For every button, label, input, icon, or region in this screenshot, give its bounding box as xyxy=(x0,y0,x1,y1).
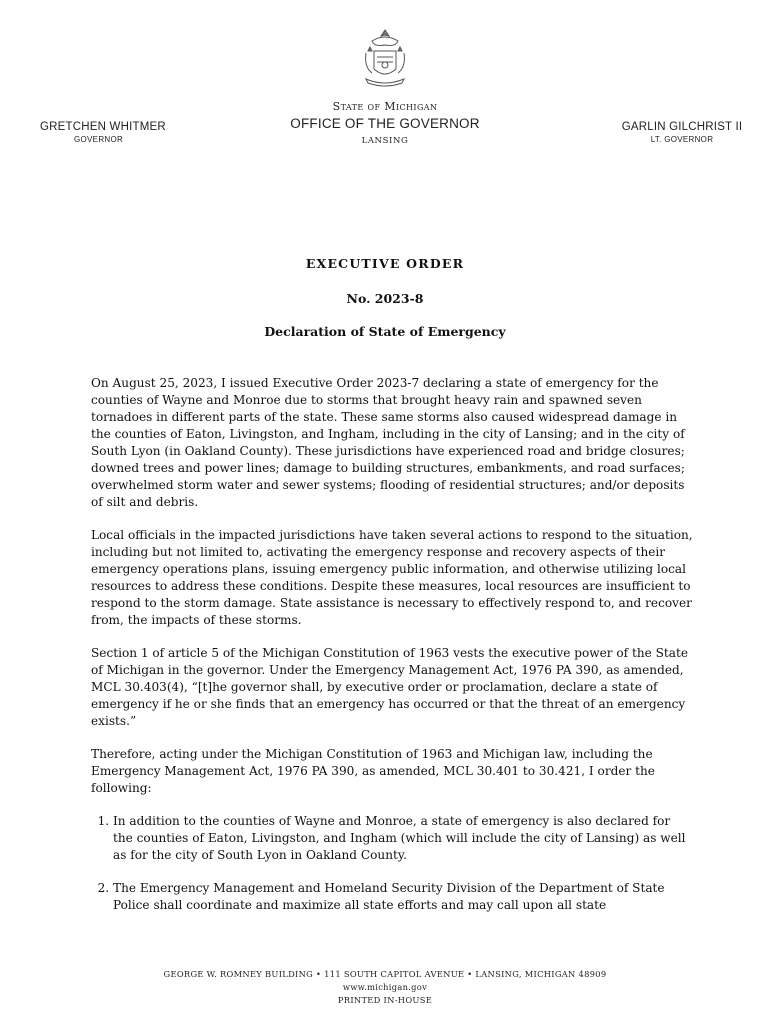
state-name: State of Michigan xyxy=(332,100,438,113)
footer-printed: PRINTED IN-HOUSE xyxy=(337,995,433,1005)
office-city: LANSING xyxy=(361,136,409,146)
governor-name: GRETCHEN WHITMER xyxy=(40,121,166,133)
paragraph: Local officials in the impacted jurisdictions have taken several actions to respond to the situation, including but not limited to, activating the emergency response and recovery aspects of their emergency operations plans, issuing emergency public information, and otherwise utilizing local resources to address these conditions. Despite these measures, local resources are insufficient to respond to the storm damage. State assistance is necessary to effectively respond to, and recover from, the impacts of these storms. xyxy=(91,528,693,627)
state-seal-icon xyxy=(360,27,410,89)
governor-title: GOVERNOR xyxy=(74,135,124,144)
footer-website: www.michigan.gov xyxy=(342,982,428,992)
page-footer xyxy=(0,968,770,1007)
office-block xyxy=(260,100,510,146)
order-title: Declaration of State of Emergency xyxy=(264,324,506,339)
paragraph: Therefore, acting under the Michigan Constitution of 1963 and Michigan law, including the Emergency Management Act, 1976 PA 390, as amended, MCL 30.401 to 30.421, I order the following: xyxy=(91,747,655,795)
order-list xyxy=(91,813,693,914)
lt-governor-block xyxy=(612,121,752,144)
order-body xyxy=(91,375,693,930)
order-list-item: 1. In addition to the counties of Wayne and Monroe, a state of emergency is also declared for the counties of Eaton, Livingston, and Ingham (which will include the city of Lansing) as well as for the city of South Lyon in Oakland County. xyxy=(113,813,693,864)
order-list-item: 2. The Emergency Management and Homeland Security Division of the Department of State Police shall coordinate and maximize all state efforts and may call upon all state xyxy=(113,880,693,914)
order-number: No. 2023-8 xyxy=(346,291,424,306)
lt-governor-title: LT. GOVERNOR xyxy=(650,135,714,144)
lt-governor-name: GARLIN GILCHRIST II xyxy=(621,121,743,133)
paragraph: Section 1 of article 5 of the Michigan Constitution of 1963 vests the executive power of the State of Michigan in the governor. Under the Emergency Management Act, 1976 PA 390, as amended, MCL 30.403(4), “[t]he governor shall, by executive order or proclamation, declare a state of emergency if he or she finds that an emergency has occurred or that the threat of an emergency exists.” xyxy=(91,646,688,728)
paragraph: On August 25, 2023, I issued Executive Order 2023-7 declaring a state of emergency for the counties of Wayne and Monroe due to storms that brought heavy rain and spawned seven tornadoes in different parts of the state. These same storms also caused widespread damage in the counties of Eaton, Livingston, and Ingham, including in the city of Lansing; and in the city of South Lyon (in Oakland County). These jurisdictions have experienced road and bridge closures; downed trees and power lines; damage to building structures, embankments, and road surfaces; overwhelmed storm water and sewer systems; flooding of residential structures; and/or deposits of silt and debris. xyxy=(91,376,685,509)
governor-block xyxy=(40,121,180,144)
footer-address: GEORGE W. ROMNEY BUILDING • 111 SOUTH CAPITOL AVENUE • LANSING, MICHIGAN 48909 xyxy=(163,969,607,979)
order-heading: EXECUTIVE ORDER xyxy=(305,256,465,271)
office-name: OFFICE OF THE GOVERNOR xyxy=(290,116,480,131)
